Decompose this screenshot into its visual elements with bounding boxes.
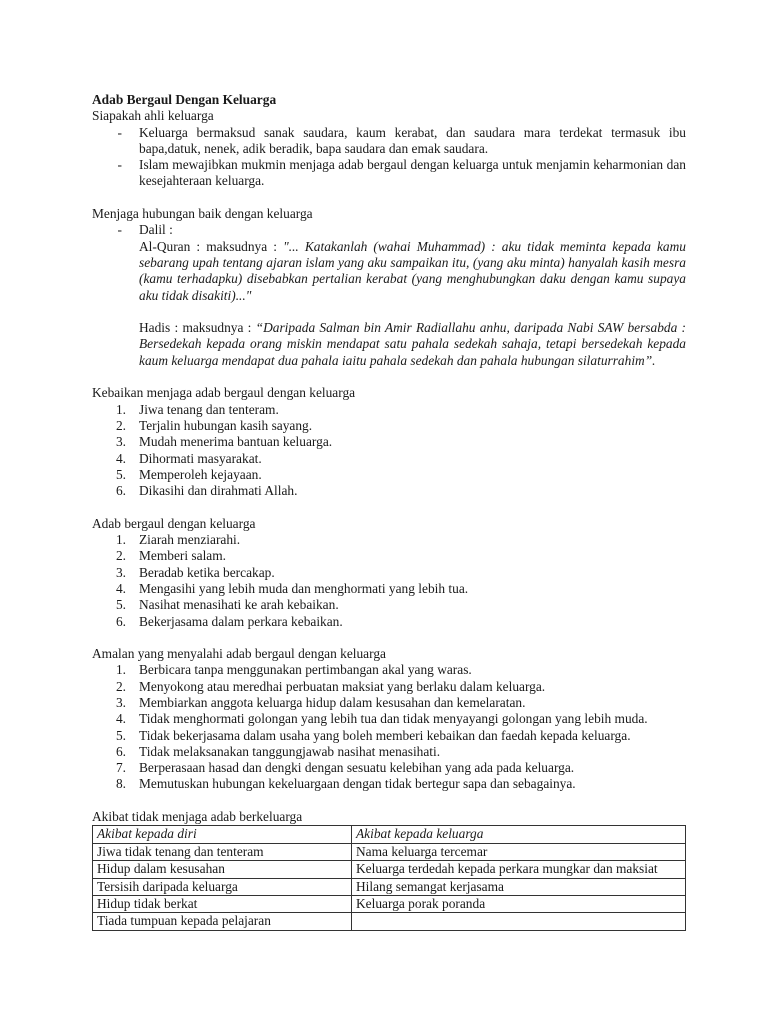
table-cell: Hidup dalam kesusahan	[93, 861, 352, 878]
list-item-text: Menyokong atau meredhai perbuatan maksiat yang berlaku dalam keluarga.	[139, 678, 546, 694]
list-item	[92, 467, 686, 483]
table-cell: Hidup tidak berkat	[93, 895, 352, 912]
section-heading-akibat: Akibat tidak menjaga adab berkeluarga	[92, 809, 303, 825]
table-row	[93, 861, 686, 878]
table-row	[93, 895, 686, 912]
list-item-text: Berperasaan hasad dan dengki dengan sesuatu kelebihan yang ada pada keluarga.	[139, 760, 575, 776]
document-title: Adab Bergaul Dengan Keluarga	[92, 92, 277, 107]
list-number: 2.	[115, 417, 126, 433]
list-item	[92, 581, 686, 597]
list-number: 4.	[115, 580, 126, 596]
hadis-quote	[92, 320, 686, 369]
section-heading-hubungan-baik: Menjaga hubungan baik dengan keluarga	[92, 206, 313, 222]
table-cell: Tersisih daripada keluarga	[93, 878, 352, 895]
column-header-keluarga: Akibat kepada keluarga	[352, 826, 686, 843]
list-item	[92, 760, 686, 776]
table-cell	[352, 913, 686, 930]
section-heading-kebaikan: Kebaikan menjaga adab bergaul dengan keluarga	[92, 385, 356, 401]
table-cell: Keluarga porak poranda	[352, 895, 686, 912]
dalil-label: Dalil :	[139, 222, 173, 238]
list-item	[92, 402, 686, 418]
list-item-text: Memberi salam.	[139, 548, 227, 564]
list-number: 1.	[115, 532, 126, 548]
quran-prefix: Al-Quran : maksudnya :	[139, 238, 284, 254]
list-item-text: Membiarkan anggota keluarga hidup dalam kesusahan dan kemelaratan.	[139, 694, 526, 710]
list-item	[92, 434, 686, 450]
list-number: 4.	[115, 450, 126, 466]
list-item	[92, 597, 686, 613]
list-item-text: Islam mewajibkan mukmin menjaga adab bergaul dengan keluarga untuk menjamin keharmonian dan kesejahteraan keluarga.	[139, 157, 686, 189]
dash-marker: -	[117, 222, 122, 238]
list-number: 4.	[115, 711, 126, 727]
list-item-text: Bekerjasama dalam perkara kebaikan.	[139, 613, 343, 629]
table-cell: Keluarga terdedah kepada perkara mungkar dan maksiat	[352, 861, 686, 878]
table-cell: Hilang semangat kerjasama	[352, 878, 686, 895]
list-number: 5.	[115, 597, 126, 613]
list-item-text: Ziarah menziarahi.	[139, 532, 241, 548]
list-item	[92, 451, 686, 467]
quran-text: "... Katakanlah (wahai Muhammad) : aku tidak meminta kepada kamu sebarang upah tentang ajaran islam yang aku sampaikan itu, (yang aku minta) hanyalah kasih mesra (kamu terhadapku) disebabkan pertalian kerabat (yang menghubungkan daku dengan kamu supaya aku tidak disakiti)..."	[139, 238, 686, 303]
quran-quote	[92, 239, 686, 304]
list-item-text: Dihormati masyarakat.	[139, 450, 262, 466]
ahli-keluarga-list	[92, 125, 686, 190]
list-number: 1.	[115, 401, 126, 417]
list-item-text: Memutuskan hubungan kekeluargaan dengan tidak bertegur sapa dan sebagainya.	[139, 776, 576, 792]
list-item-text: Terjalin hubungan kasih sayang.	[139, 417, 313, 433]
dash-marker: -	[117, 157, 122, 173]
list-item	[92, 548, 686, 564]
list-number: 7.	[115, 760, 126, 776]
list-item	[92, 565, 686, 581]
list-number: 6.	[115, 613, 126, 629]
list-number: 5.	[115, 466, 126, 482]
list-item	[92, 744, 686, 760]
list-number: 5.	[115, 727, 126, 743]
dash-marker: -	[117, 124, 122, 140]
list-item-text: Mudah menerima bantuan keluarga.	[139, 434, 333, 450]
list-item-text: Jiwa tenang dan tenteram.	[139, 401, 279, 417]
list-item-text: Tidak melaksanakan tanggungjawab nasihat menasihati.	[139, 743, 441, 759]
list-item-text: Tidak menghormati golongan yang lebih tua dan tidak menyayangi golongan yang lebih muda.	[139, 711, 648, 727]
table-cell: Tiada tumpuan kepada pelajaran	[93, 913, 352, 930]
list-item	[92, 662, 686, 678]
section-heading-amalan-menyalahi: Amalan yang menyalahi adab bergaul dengan keluarga	[92, 646, 386, 662]
list-item-text: Nasihat menasihati ke arah kebaikan.	[139, 597, 339, 613]
list-item-text: Tidak bekerjasama dalam usaha yang boleh memberi kebaikan dan faedah kepada keluarga.	[139, 727, 631, 743]
list-number: 3.	[115, 434, 126, 450]
list-number: 3.	[115, 694, 126, 710]
list-number: 6.	[115, 743, 126, 759]
dalil-list	[92, 222, 686, 238]
list-item	[92, 776, 686, 792]
list-item-text: Dikasihi dan dirahmati Allah.	[139, 483, 298, 499]
list-item	[92, 222, 686, 238]
list-item	[92, 711, 686, 727]
list-item	[92, 728, 686, 744]
table-row	[93, 913, 686, 930]
list-item	[92, 157, 686, 190]
list-item	[92, 483, 686, 499]
list-item	[92, 418, 686, 434]
hadis-prefix: Hadis : maksudnya :	[139, 320, 256, 336]
list-item	[92, 614, 686, 630]
list-item-text: Mengasihi yang lebih muda dan menghormati yang lebih tua.	[139, 580, 469, 596]
hadis-text: “Daripada Salman bin Amir Radiallahu anhu, daripada Nabi SAW bersabda : Bersedekah kepada orang miskin mendapat satu pahala sedekah sahaja, tetapi bersedekah kepada kaum keluarga mendapat dua pahala iaitu pahala sedekah dan pahala hubungan silaturrahim”.	[139, 320, 687, 368]
list-number: 3.	[115, 564, 126, 580]
table-row	[93, 843, 686, 860]
table-cell: Nama keluarga tercemar	[352, 843, 686, 860]
table-cell: Jiwa tidak tenang dan tenteram	[93, 843, 352, 860]
list-item-text: Berbicara tanpa menggunakan pertimbangan akal yang waras.	[139, 662, 472, 678]
list-number: 6.	[115, 483, 126, 499]
list-number: 2.	[115, 678, 126, 694]
list-number: 2.	[115, 548, 126, 564]
table-row	[93, 878, 686, 895]
list-number: 1.	[115, 662, 126, 678]
akibat-table	[92, 825, 686, 930]
list-item	[92, 532, 686, 548]
adab-list	[92, 532, 686, 630]
list-item	[92, 695, 686, 711]
list-item-text: Beradab ketika bercakap.	[139, 564, 275, 580]
column-header-diri: Akibat kepada diri	[93, 826, 352, 843]
amalan-list	[92, 662, 686, 792]
document-page	[92, 92, 686, 931]
table-header-row	[93, 826, 686, 843]
kebaikan-list	[92, 402, 686, 500]
list-item	[92, 125, 686, 158]
section-heading-adab-bergaul: Adab bergaul dengan keluarga	[92, 515, 256, 531]
list-number: 8.	[115, 776, 126, 792]
section-heading-ahli-keluarga: Siapakah ahli keluarga	[92, 108, 214, 124]
list-item-text: Memperoleh kejayaan.	[139, 466, 262, 482]
list-item	[92, 679, 686, 695]
list-item-text: Keluarga bermaksud sanak saudara, kaum kerabat, dan saudara mara terdekat termasuk ibu bapa,datuk, nenek, adik beradik, bapa saudara dan emak saudara.	[139, 124, 686, 156]
